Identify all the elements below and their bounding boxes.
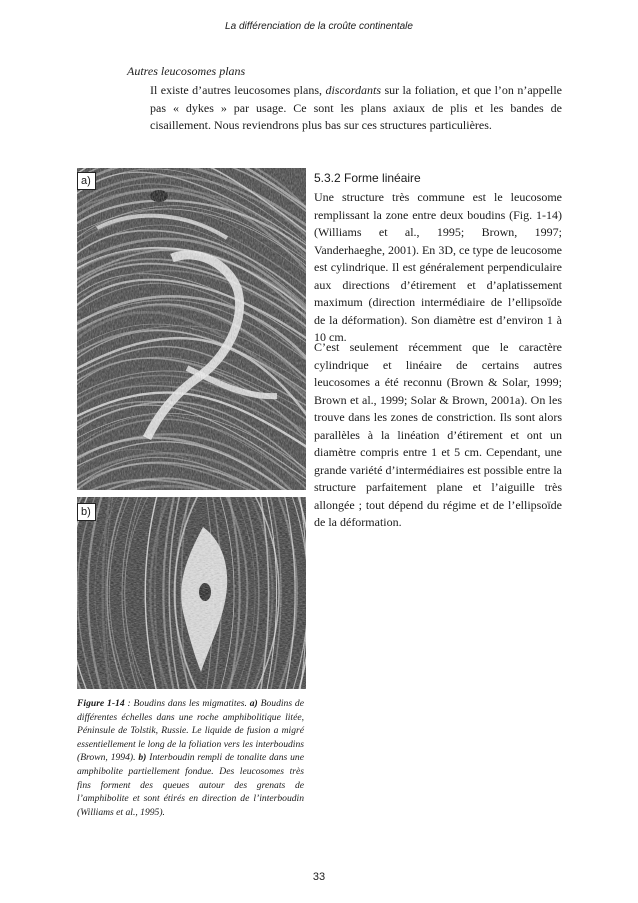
body-paragraph-2: C’est seulement récemment que le caractère cylindrique et linéaire de certains autres leucosomes a été reconnu (Brown & Solar, 1999; Brown et al., 1999; Solar & Brown, 2001a). On les trouve dans les zones de constriction. Ils sont alors parallèles à la linéation d’étirement et ont un diamètre compris entre 1 et 5 cm. Cependant, une grande variété d’intermédiaires est possible entre la structure parfaitement plane et l’aiguille très allongée ; tout dépend du régime et de l’ellipsoïde de la déformation. [314, 340, 562, 529]
figure-label-b: b) [77, 503, 96, 521]
body-paragraph-1: Une structure très commune est le leucosome remplissant la zone entre deux boudins (Fig. 1-14) (Williams et al., 1995; Brown, 1997; Vanderhaeghe, 2001). En 3D, ce type de leucosome est cylindrique. Il est généralement perpendiculaire aux directions d’étirement et d’aplatissement maximum (direction intermédiaire de l’ellipsoïde de la déformation). Son diamètre est d’environ 1 à 10 cm. [314, 190, 562, 344]
subsection-heading: Autres leucosomes plans [127, 64, 246, 78]
intro-paragraph: Il existe d’autres leucosomes plans, discordants sur la foliation, et que l’on n’appelle pas « dykes » par usage. Ce sont les plans axiaux de plis et les bandes de cisaillement. Nous reviendrons plus bas sur ces structures particulières. [150, 83, 562, 132]
caption-figure-number: Figure 1-14 [77, 698, 125, 709]
page-number: 33 [312, 871, 326, 883]
photo-interboudin-tonalite [77, 497, 306, 689]
figure-caption: Figure 1-14 : Boudins dans les migmatites. a) Boudins de différentes échelles dans une roche amphibolitique litée, Péninsule de Tolstik, Russie. Le liquide de fusion a migré essentiellement le long de la foliation vers les interboudins (Brown, 1994). b) Interboudin rempli de tonalite dans une amphibolite partiellement fondue. Des leucosomes très fins forment des queues autour des grenats de l’amphibolite et sont étirés en direction de l’interboudin (Williams et al., 1995). [77, 698, 304, 818]
figure-label-a: a) [77, 172, 96, 190]
photo-boudins-migmatite [77, 168, 306, 490]
running-header: La différenciation de la croûte continentale [225, 21, 413, 32]
emphasis-word: discordants [325, 83, 382, 97]
section-title: 5.3.2 Forme linéaire [314, 171, 421, 185]
